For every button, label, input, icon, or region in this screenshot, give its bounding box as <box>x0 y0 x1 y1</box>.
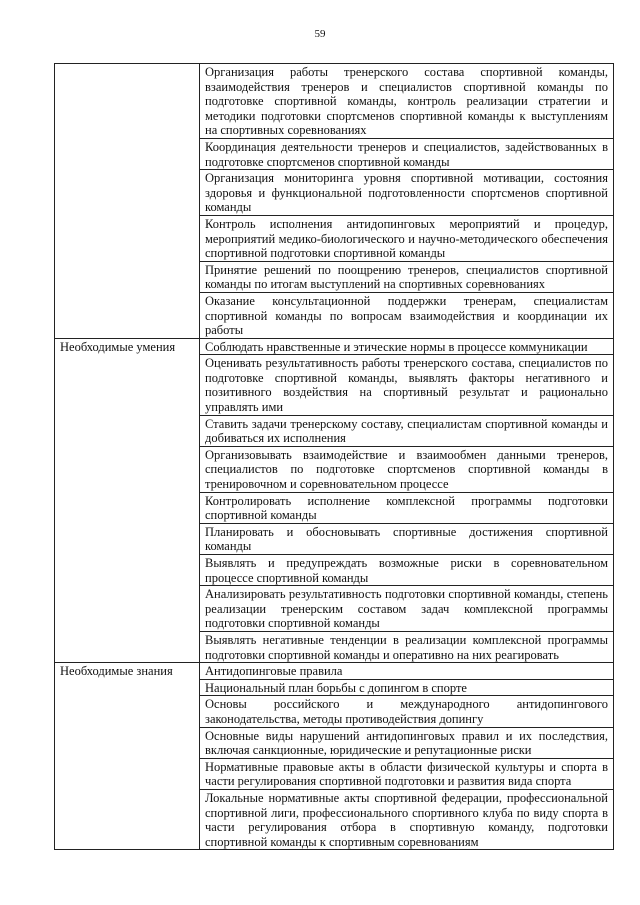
table-cell: Анализировать результативность подготовки спортивной команды, степень реализации тренерским составом задач комплексной программы подготовки спортивной команды <box>200 586 614 632</box>
table-cell: Ставить задачи тренерскому составу, специалистам спортивной команды и добиваться их исполнения <box>200 415 614 446</box>
table-cell: Основы российского и международного антидопингового законодательства, методы противодействия допингу <box>200 696 614 727</box>
table-cell: Координация деятельности тренеров и специалистов, задействованных в подготовке спортсменов спортивной команды <box>200 138 614 169</box>
section-label: Необходимые умения <box>55 338 200 662</box>
page-number: 59 <box>314 28 326 40</box>
requirements-table <box>54 63 614 850</box>
table-cell: Локальные нормативные акты спортивной федерации, профессиональной спортивной лиги, профессионального спортивного клуба по виду спорта в части регулирования отбора в спортивную команду, подготовки спортивной команды к спортивным соревнованиям <box>200 789 614 849</box>
section-label: Необходимые знания <box>55 663 200 850</box>
table-cell: Планировать и обосновывать спортивные достижения спортивной команды <box>200 523 614 554</box>
table-cell: Организация работы тренерского состава спортивной команды, взаимодействия тренеров и специалистов спортивной команды по подготовке спортивной команды, контроль реализации стратегии и методики подготовки спортсменов спортивной команды к выступлениям на спортивных соревнованиях <box>200 64 614 139</box>
table-cell: Организация мониторинга уровня спортивной мотивации, состояния здоровья и функциональной подготовленности спортсменов спортивной команды <box>200 170 614 216</box>
table-cell: Нормативные правовые акты в области физической культуры и спорта в части регулирования спортивной подготовки и развития вида спорта <box>200 758 614 789</box>
table-cell: Контролировать исполнение комплексной программы подготовки спортивной команды <box>200 492 614 523</box>
table-cell: Принятие решений по поощрению тренеров, специалистов спортивной команды по итогам выступлений на спортивных соревнованиях <box>200 261 614 292</box>
table-cell: Соблюдать нравственные и этические нормы в процессе коммуникации <box>200 338 614 355</box>
table-cell: Основные виды нарушений антидопинговых правил и их последствия, включая санкционные, юридические и репутационные риски <box>200 727 614 758</box>
table-row <box>55 64 614 139</box>
section-label <box>55 64 200 339</box>
table-cell: Оценивать результативность работы тренерского состава, специалистов по подготовке спортивной команды, выявлять факторы негативного и позитивного воздействия на спортивный результат и рационально управлять ими <box>200 355 614 415</box>
table-cell: Антидопинговые правила <box>200 663 614 680</box>
table-body <box>55 64 614 850</box>
table-cell: Оказание консультационной поддержки тренерам, специалистам спортивной команды по вопросам взаимодействия и координации их работы <box>200 292 614 338</box>
table-cell: Организовывать взаимодействие и взаимообмен данными тренеров, специалистов по подготовке спортсменов спортивной команды в тренировочном и соревновательном процессе <box>200 446 614 492</box>
table-cell: Контроль исполнения антидопинговых мероприятий и процедур, мероприятий медико-биологического и научно-методического обеспечения спортивной подготовки спортивной команды <box>200 215 614 261</box>
table-cell: Выявлять негативные тенденции в реализации комплексной программы подготовки спортивной команды и оперативно на них реагировать <box>200 631 614 662</box>
table-cell: Национальный план борьбы с допингом в спорте <box>200 679 614 696</box>
table-row <box>55 663 614 680</box>
table-cell: Выявлять и предупреждать возможные риски в соревновательном процессе спортивной команды <box>200 555 614 586</box>
table-row <box>55 338 614 355</box>
